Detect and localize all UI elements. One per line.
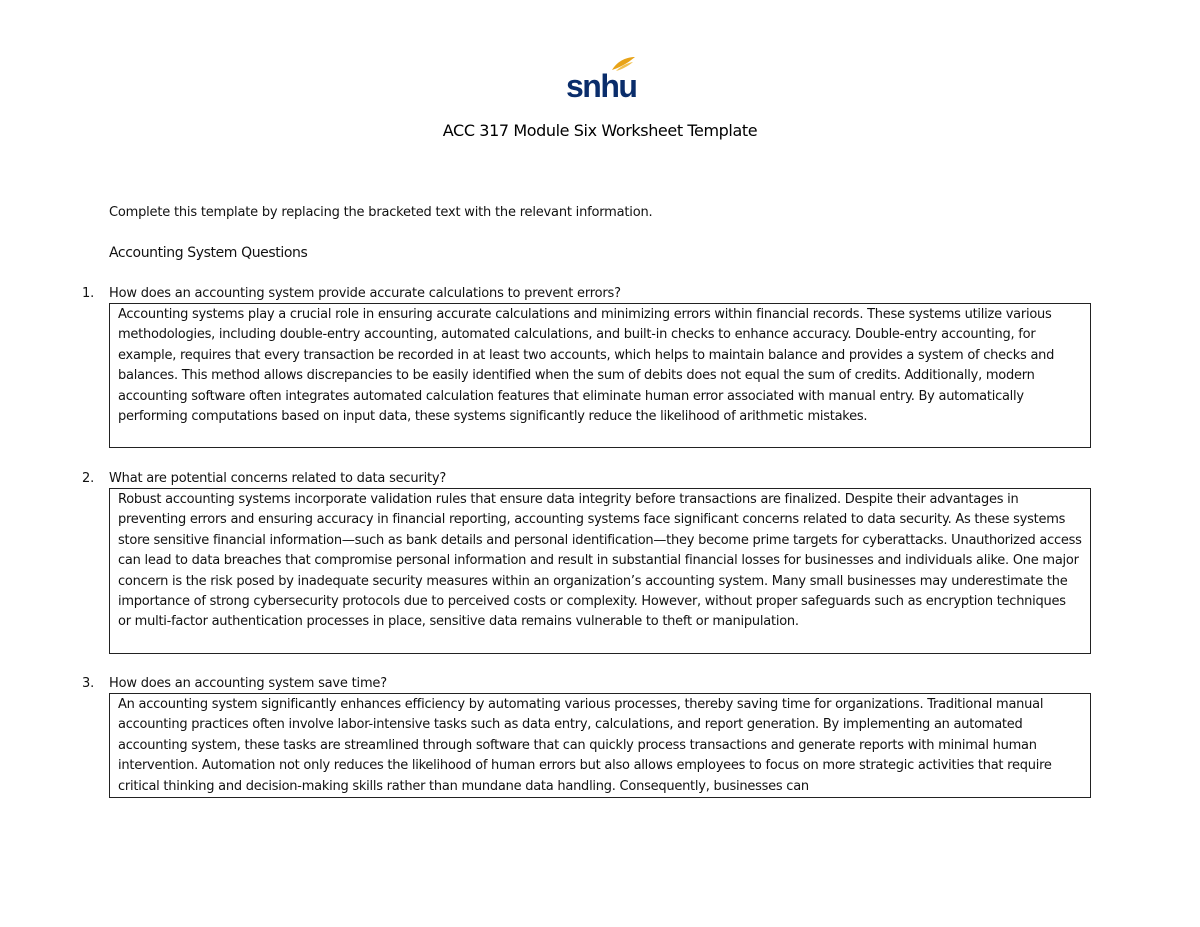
question-number: 3. — [82, 676, 95, 691]
instructions-text: Complete this template by replacing the bracketed text with the relevant information. — [109, 205, 653, 220]
question-number: 1. — [82, 286, 95, 301]
question-prompt: What are potential concerns related to data security? — [109, 471, 447, 486]
question-prompt: How does an accounting system provide accurate calculations to prevent errors? — [109, 286, 621, 301]
answer-box-3[interactable] — [109, 693, 1091, 798]
page-title: ACC 317 Module Six Worksheet Template — [442, 121, 758, 140]
answer-box-2[interactable] — [109, 488, 1091, 654]
answer-text: An accounting system significantly enhances efficiency by automating various processes, thereby saving time for organizations. Traditional manual accounting practices often involve labor-intensive tasks such as data entry, calculations, and report generation. By implementing an automated accounting system, these tasks are streamlined through software that can quickly process transactions and generate reports with minimal human intervention. Automation not only reduces the likelihood of human errors but also allows employees to focus on more strategic activities that require critical thinking and decision-making skills rather than mundane data handling. Consequently, businesses can — [118, 697, 1052, 794]
logo-text: snhu — [566, 68, 637, 104]
question-prompt: How does an accounting system save time? — [109, 676, 387, 691]
question-1 — [82, 286, 621, 301]
question-number: 2. — [82, 471, 95, 486]
question-3 — [82, 676, 387, 691]
answer-text: Robust accounting systems incorporate validation rules that ensure data integrity before transactions are finalized. Despite their advantages in preventing errors and ensuring accuracy in financial reporting, accounting systems face significant concerns related to data security. As these systems store sensitive financial information—such as bank details and personal identification—they become prime targets for cyberattacks. Unauthorized access can lead to data breaches that compromise personal information and result in substantial financial losses for businesses and individuals alike. One major concern is the risk posed by inadequate security measures within an organization’s accounting system. Many small businesses may underestimate the importance of strong cybersecurity protocols due to perceived costs or complexity. However, without proper safeguards such as encryption techniques or multi-factor authentication processes in place, sensitive data remains vulnerable to theft or manipulation. — [118, 492, 1082, 630]
question-2 — [82, 471, 446, 486]
section-heading: Accounting System Questions — [109, 245, 308, 261]
snhu-logo-icon — [566, 62, 637, 104]
answer-box-1[interactable] — [109, 303, 1091, 448]
answer-text: Accounting systems play a crucial role in ensuring accurate calculations and minimizing errors within financial records. These systems utilize various methodologies, including double-entry accounting, automated calculations, and built-in checks to enhance accuracy. Double-entry accounting, for example, requires that every transaction be recorded in at least two accounts, which helps to maintain balance and provides a system of checks and balances. This method allows discrepancies to be easily identified when the sum of debits does not equal the sum of credits. Additionally, modern accounting software often integrates automated calculation features that eliminate human error associated with manual entry. By automatically performing computations based on input data, these systems significantly reduce the likelihood of arithmetic mistakes. — [118, 307, 1055, 425]
